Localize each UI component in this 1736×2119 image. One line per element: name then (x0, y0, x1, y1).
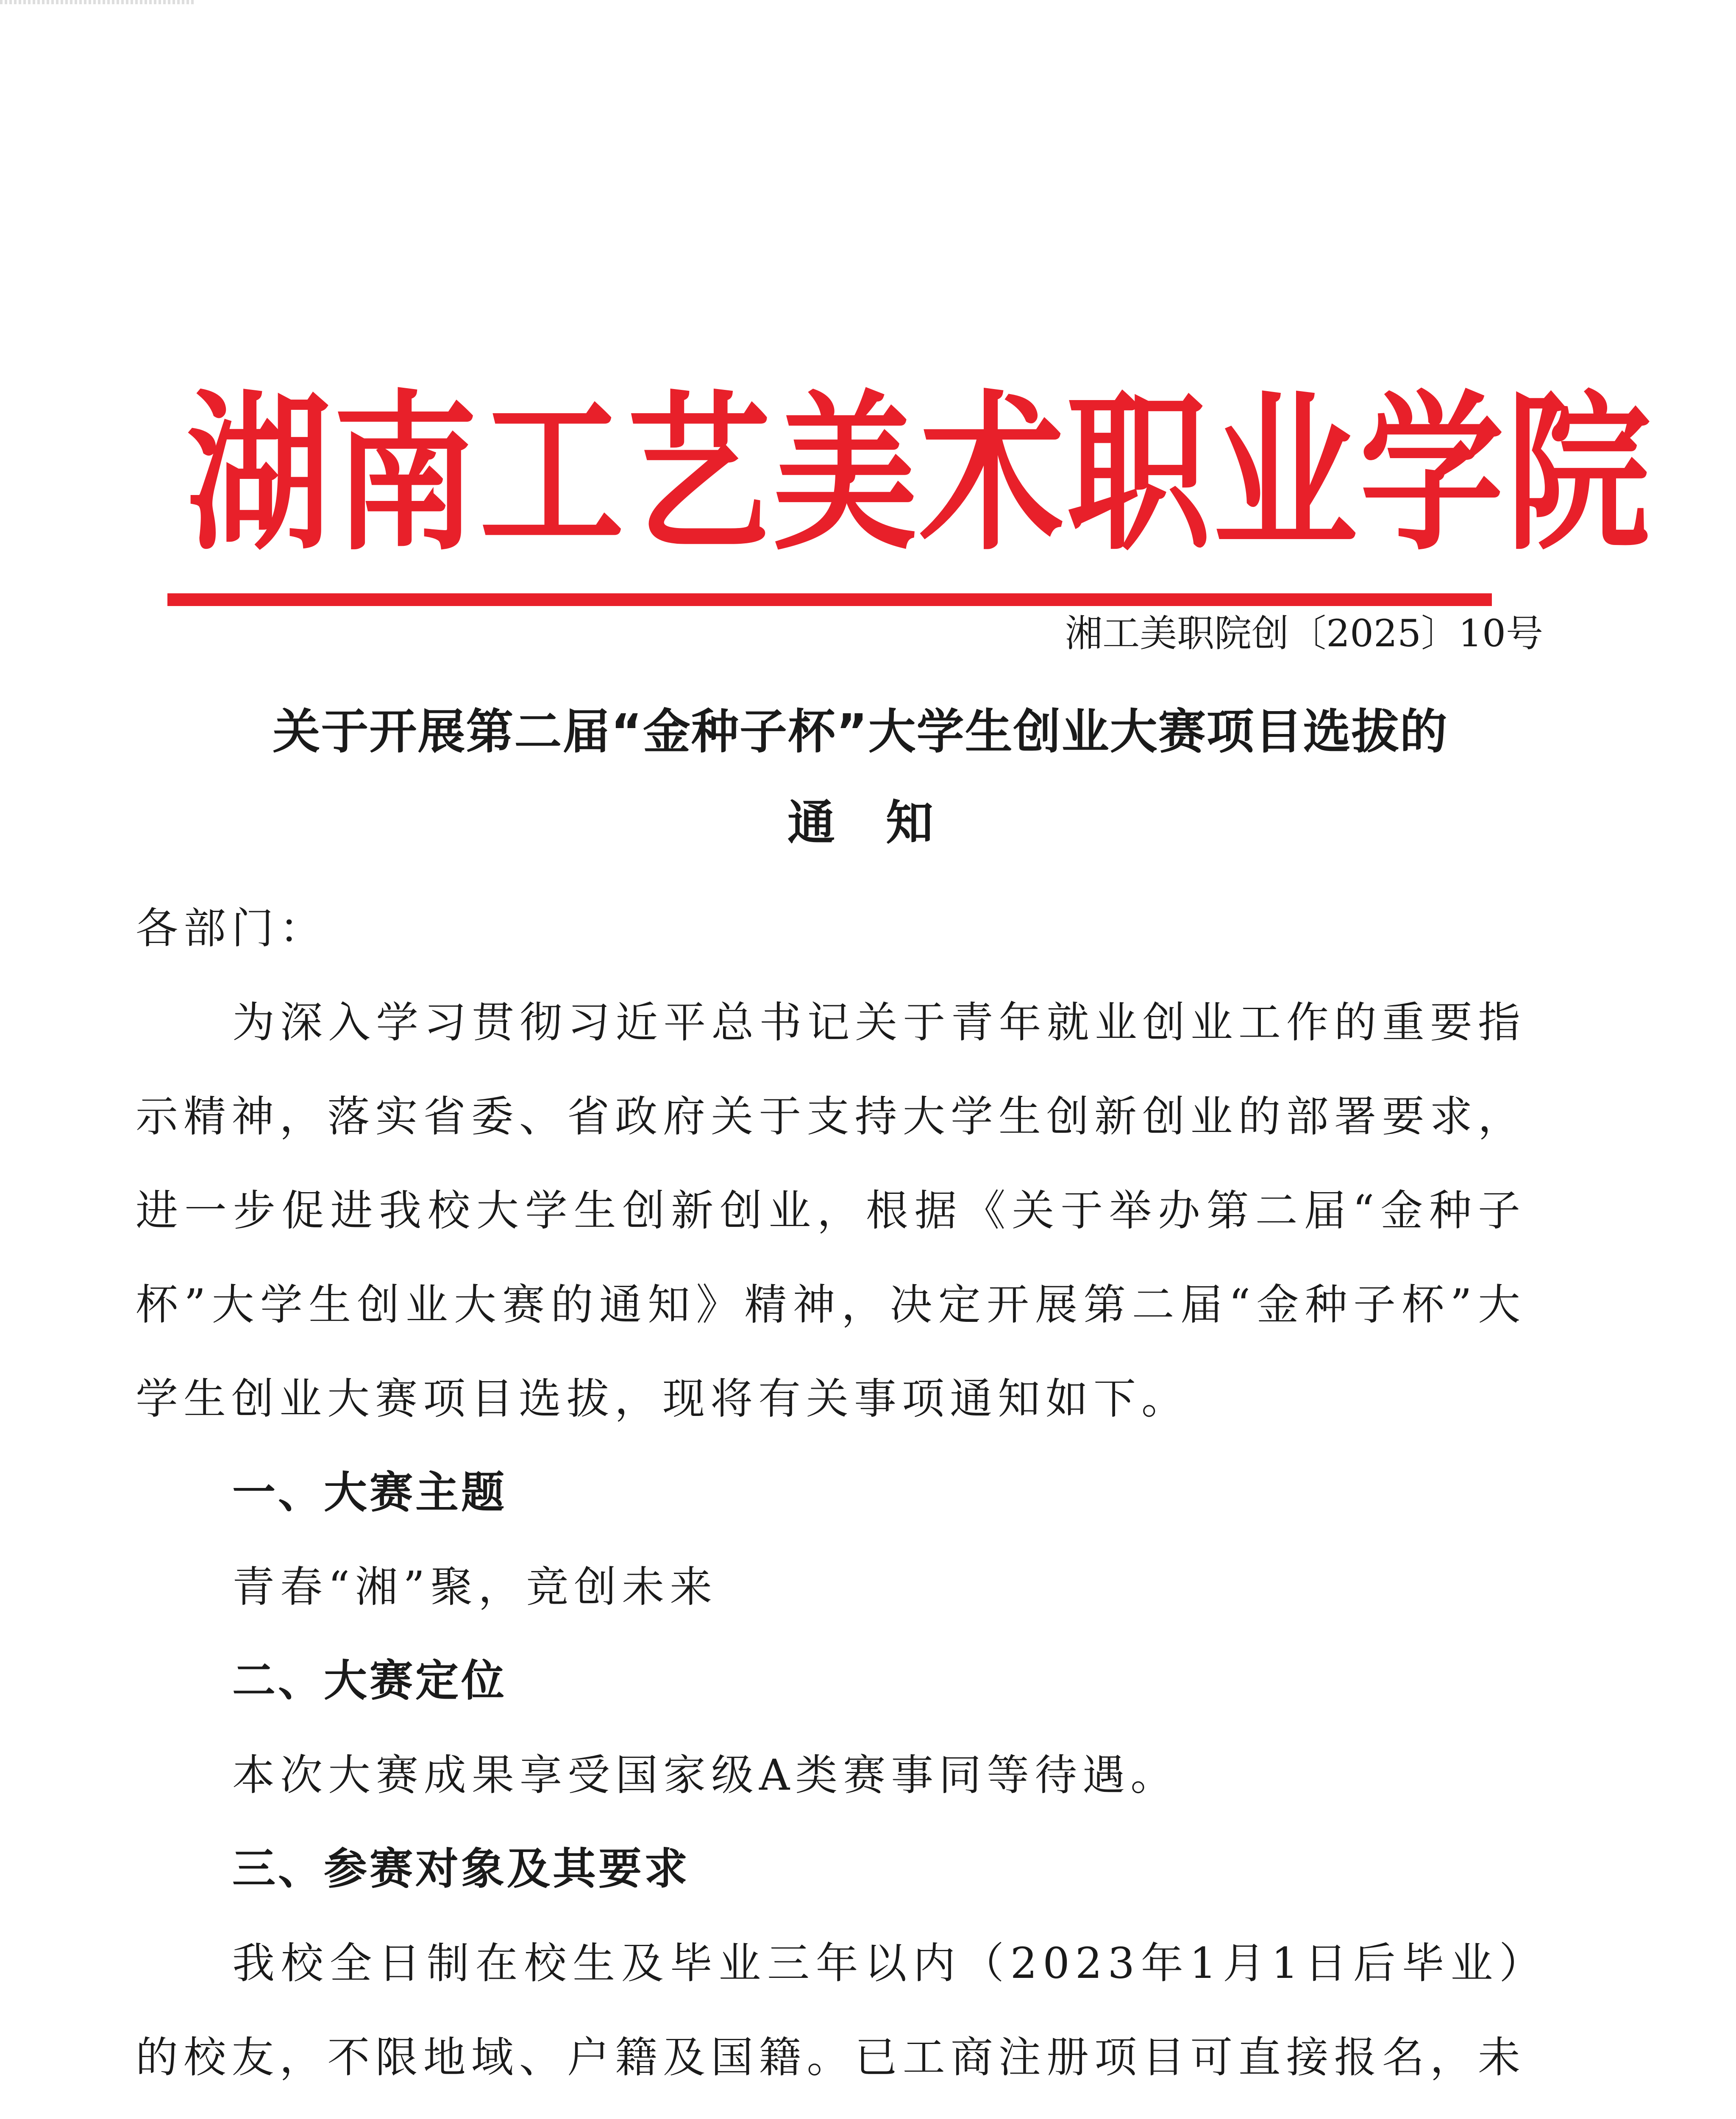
document-title (161, 687, 1560, 869)
section-text-participants: 我校全日制在校生及毕业三年以内（2023年1月1日后毕业）的校友，不限地域、户籍及国籍。已工商注册项目可直接报名，未 (136, 1938, 1526, 2082)
title-line-1: 关于开展第二届“金种子杯”大学生创业大赛项目选拔的 (273, 704, 1448, 759)
section-text-theme: 青春“湘”聚，竞创未来 (232, 1562, 718, 1612)
section-text-positioning: 本次大赛成果享受国家级A类赛事同等待遇。 (232, 1750, 1179, 1800)
document-body (136, 882, 1526, 2119)
issuer-masthead: 湖南工艺美术职业学院 (186, 375, 1653, 574)
section-heading-theme: 一、大赛主题 (232, 1468, 507, 1518)
salutation: 各部门： (136, 904, 327, 953)
document-number: 湘工美职院创〔2025〕10号 (1065, 612, 1543, 655)
intro-paragraph: 为深入学习贯彻习近平总书记关于青年就业创业工作的重要指示精神，落实省委、省政府关于支持大学生创新创业的部署要求，进一步促进我校大学生创新创业，根据《关于举办第二届“金种子杯”大学生创业大赛的通知》精神，决定开展第二届“金种子杯”大学生创业大赛项目选拔，现将有关事项通知如下。 (136, 998, 1526, 1424)
scan-artifact (0, 0, 195, 4)
title-line-2: 通知 (787, 795, 984, 851)
section-heading-positioning: 二、大赛定位 (232, 1656, 507, 1706)
section-heading-participants: 三、参赛对象及其要求 (232, 1844, 690, 1894)
